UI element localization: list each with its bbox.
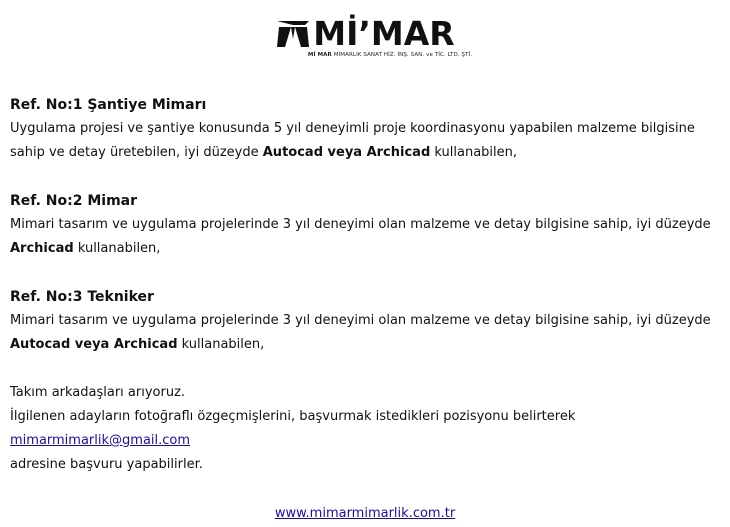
- logo-subtitle-brand: Mİ MAR: [307, 52, 332, 58]
- job-section-2: [10, 189, 722, 261]
- logo-wordmark: Mİ’MAR: [313, 14, 455, 53]
- email-link[interactable]: mimarmimarlik@gmail.com: [10, 433, 191, 448]
- job-desc-3-end: kullanabilen,: [177, 337, 265, 352]
- job-section-1: [10, 93, 722, 165]
- job-desc-3-text: Mimari tasarım ve uygulama projelerinde 3 yıl deneyimi olan malzeme ve detay bilgisine sahip, iyi düzeyde: [10, 313, 711, 328]
- logo-mark: [275, 14, 454, 53]
- job-section-3: [10, 285, 722, 357]
- closing-section: [10, 381, 722, 477]
- job-title-1: Ref. No:1 Şantiye Mimarı: [10, 97, 207, 113]
- logo-subtitle: [0, 52, 730, 58]
- job-desc-1-software: Autocad veya Archicad: [262, 145, 431, 160]
- closing-line-1: Takım arkadaşları arıyoruz.: [10, 385, 186, 400]
- logo-subtitle-rest: MİMARLIK SANAT HİZ. İNŞ. SAN. ve TİC. LTD. ŞTİ.: [331, 52, 473, 58]
- job-desc-1-text: Uygulama projesi ve şantiye konusunda 5 yıl deneyimli proje koordinasyonu yapabilen malzeme bilgisine sahip ve detay üretebilen, iyi düzeyde: [10, 121, 695, 160]
- job-desc-1-end: kullanabilen,: [430, 145, 518, 160]
- website-link[interactable]: www.mimarmimarlik.com.tr: [274, 506, 456, 521]
- job-desc-2: [10, 213, 722, 261]
- job-title-3: Ref. No:3 Tekniker: [10, 289, 154, 305]
- closing-line-2: [10, 405, 722, 453]
- job-desc-2-text: Mimari tasarım ve uygulama projelerinde 3 yıl deneyimi olan malzeme ve detay bilgisine sahip, iyi düzeyde: [10, 217, 711, 232]
- company-logo: [0, 14, 730, 58]
- logo-emblem-icon: [275, 19, 311, 49]
- job-desc-2-end: kullanabilen,: [73, 241, 161, 256]
- job-desc-3-software: Autocad veya Archicad: [10, 337, 178, 352]
- job-title-2: Ref. No:2 Mimar: [10, 193, 138, 209]
- job-desc-3: [10, 309, 722, 357]
- footer: [0, 506, 730, 521]
- closing-line-3: adresine başvuru yapabilirler.: [10, 457, 203, 472]
- job-desc-1: [10, 117, 722, 165]
- closing-line-2-text: İlgilenen adayların fotoğraflı özgeçmişlerini, başvurmak istedikleri pozisyonu belirterek: [10, 409, 576, 424]
- job-desc-2-software: Archicad: [10, 241, 74, 256]
- job-posting: [10, 93, 722, 477]
